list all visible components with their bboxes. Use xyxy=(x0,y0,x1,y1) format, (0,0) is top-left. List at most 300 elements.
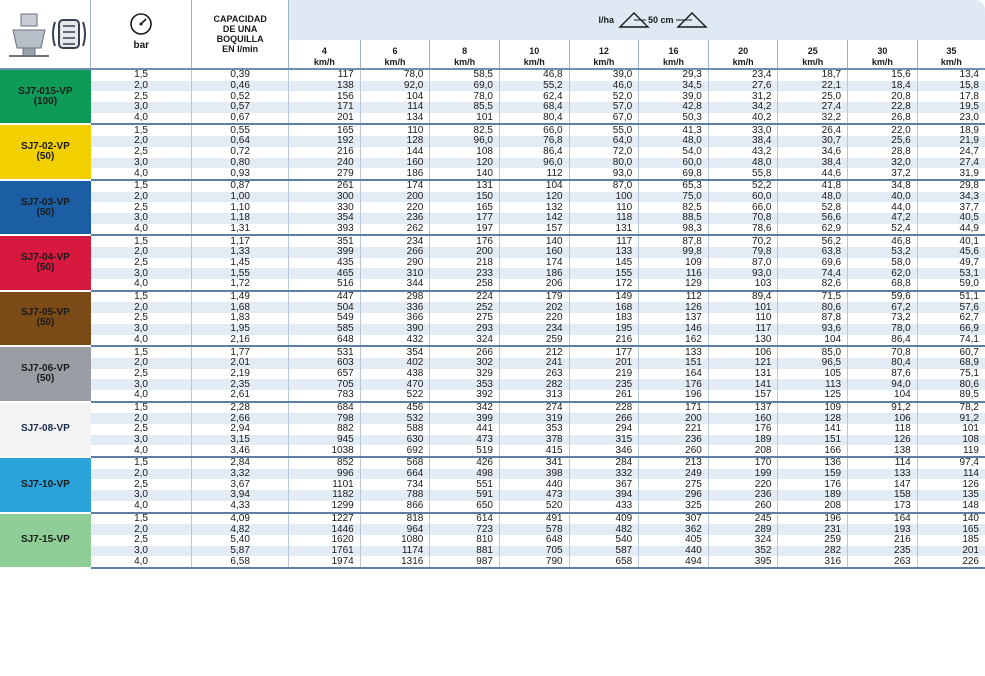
rate-cell: 196 xyxy=(639,390,709,402)
rate-cell: 220 xyxy=(708,479,778,490)
rate-cell: 195 xyxy=(569,324,639,335)
rate-cell: 26,8 xyxy=(848,113,918,125)
rate-cell: 70,8 xyxy=(708,213,778,224)
rate-cell: 197 xyxy=(430,224,500,236)
rate-cell: 216 xyxy=(848,535,918,546)
rate-cell: 15,8 xyxy=(917,81,985,92)
table-row xyxy=(0,369,985,380)
rate-cell: 224 xyxy=(430,291,500,303)
speed-header-4 xyxy=(289,40,361,69)
rate-cell: 92,0 xyxy=(360,81,430,92)
capacity-header xyxy=(192,0,289,69)
rate-cell: 551 xyxy=(430,479,500,490)
rate-cell: 1446 xyxy=(289,524,361,535)
rate-cell: 133 xyxy=(848,469,918,480)
table-row xyxy=(0,247,985,258)
rate-cell: 522 xyxy=(360,390,430,402)
rate-cell: 49,7 xyxy=(917,258,985,269)
rate-cell: 236 xyxy=(360,213,430,224)
table-row xyxy=(0,224,985,236)
capacity-cell: 1,77 xyxy=(192,346,289,358)
speed-value: 6 xyxy=(392,46,398,56)
rate-cell: 258 xyxy=(430,279,500,291)
rate-cell: 393 xyxy=(289,224,361,236)
rate-cell: 93,0 xyxy=(708,268,778,279)
rate-cell: 324 xyxy=(430,335,500,347)
rate-cell: 160 xyxy=(360,158,430,169)
pressure-header xyxy=(91,0,192,69)
pressure-cell: 4,0 xyxy=(91,445,192,457)
rate-cell: 128 xyxy=(360,136,430,147)
rate-cell: 470 xyxy=(360,379,430,390)
pressure-cell: 2,0 xyxy=(91,302,192,313)
rate-cell: 66,0 xyxy=(499,124,569,136)
rate-cell: 45,6 xyxy=(917,247,985,258)
rate-cell: 390 xyxy=(360,324,430,335)
rate-cell: 94,0 xyxy=(848,379,918,390)
table-row xyxy=(0,556,985,568)
rate-cell: 438 xyxy=(360,369,430,380)
rate-cell: 103 xyxy=(708,279,778,291)
rate-cell: 55,2 xyxy=(499,81,569,92)
table-row xyxy=(0,413,985,424)
speed-unit: km/h xyxy=(871,57,893,67)
rate-cell: 266 xyxy=(569,413,639,424)
rate-cell: 114 xyxy=(917,469,985,480)
speed-unit: km/h xyxy=(593,57,615,67)
rate-cell: 80,6 xyxy=(917,379,985,390)
rate-cell: 78,6 xyxy=(708,224,778,236)
rate-cell: 82,5 xyxy=(639,202,709,213)
rate-cell: 74,1 xyxy=(917,335,985,347)
rate-cell: 67,2 xyxy=(848,302,918,313)
table-row xyxy=(0,313,985,324)
rate-cell: 52,0 xyxy=(569,91,639,102)
rate-cell: 53,1 xyxy=(917,268,985,279)
pressure-cell: 2,5 xyxy=(134,146,148,158)
rate-cell: 705 xyxy=(289,379,361,390)
rate-cell: 148 xyxy=(917,501,985,513)
rate-cell: 162 xyxy=(639,335,709,347)
rate-cell: 40,2 xyxy=(708,113,778,125)
rate-cell: 165 xyxy=(430,202,500,213)
rate-cell: 473 xyxy=(430,435,500,446)
rate-cell: 62,7 xyxy=(917,313,985,324)
rate-cell: 151 xyxy=(778,435,848,446)
pressure-cell: 1,5 xyxy=(134,346,148,358)
speed-unit: km/h xyxy=(523,57,545,67)
rate-cell: 220 xyxy=(360,202,430,213)
rate-cell: 116 xyxy=(639,268,709,279)
rate-cell: 50,3 xyxy=(639,113,709,125)
pressure-cell: 2,0 xyxy=(91,247,192,258)
rate-cell: 74,4 xyxy=(778,268,848,279)
rate-cell: 587 xyxy=(569,546,639,557)
rate-cell: 31,9 xyxy=(917,168,985,180)
rate-cell: 881 xyxy=(430,546,500,557)
rate-cell: 104 xyxy=(499,180,569,192)
rate-cell: 549 xyxy=(289,313,361,324)
capacity-cell: 0,64 xyxy=(192,136,289,147)
rate-cell: 171 xyxy=(289,102,361,113)
rate-cell: 352 xyxy=(708,546,778,557)
rate-cell: 491 xyxy=(499,513,569,525)
rate-cell: 504 xyxy=(289,302,361,313)
rate-cell: 71,5 xyxy=(778,291,848,303)
rate-cell: 52,2 xyxy=(708,180,778,192)
table-row xyxy=(0,335,985,347)
capacity-label-line: CAPACIDAD xyxy=(213,14,267,24)
pressure-cell: 4,0 xyxy=(91,113,192,125)
rate-cell: 137 xyxy=(708,402,778,414)
rate-cell: 261 xyxy=(569,390,639,402)
bar-label: bar xyxy=(133,40,150,51)
rate-cell: 260 xyxy=(708,501,778,513)
rate-cell: 105 xyxy=(778,369,848,380)
pressure-cell: 3,0 xyxy=(91,324,192,335)
rate-cell: 117 xyxy=(569,235,639,247)
rate-cell: 332 xyxy=(569,469,639,480)
speed-header-20 xyxy=(708,40,778,69)
rate-cell: 378 xyxy=(499,435,569,446)
table-row xyxy=(0,490,985,501)
capacity-cell: 0,55 xyxy=(192,124,289,136)
table-row xyxy=(0,535,985,546)
rate-cell: 810 xyxy=(430,535,500,546)
rate-cell: 435 xyxy=(289,258,361,269)
rate-cell: 120 xyxy=(499,192,569,203)
rate-cell: 405 xyxy=(639,535,709,546)
capacity-cell: 0,67 xyxy=(192,113,289,125)
pressure-cell: 2,0 xyxy=(91,524,192,535)
rate-cell: 399 xyxy=(289,247,361,258)
rate-cell: 798 xyxy=(289,413,361,424)
capacity-cell: 0,93 xyxy=(192,168,289,180)
rate-cell: 176 xyxy=(778,479,848,490)
rate-cell: 648 xyxy=(289,335,361,347)
rate-cell: 226 xyxy=(917,556,985,568)
capacity-cell: 2,84 xyxy=(192,457,289,469)
rate-cell: 603 xyxy=(289,358,361,369)
rate-cell: 650 xyxy=(430,501,500,513)
rate-cell: 67,0 xyxy=(569,113,639,125)
rate-cell: 133 xyxy=(569,247,639,258)
table-row xyxy=(0,69,985,81)
rate-cell: 27,4 xyxy=(778,102,848,113)
rate-cell: 80,6 xyxy=(778,302,848,313)
nozzle-model-name: SJ7-05-VP xyxy=(20,307,70,319)
rate-cell: 201 xyxy=(289,113,361,125)
speed-unit: km/h xyxy=(732,57,754,67)
capacity-cell: 0,57 xyxy=(192,102,289,113)
rate-cell: 62,0 xyxy=(848,268,918,279)
rate-cell: 97,4 xyxy=(917,457,985,469)
rate-cell: 344 xyxy=(360,279,430,291)
rate-cell: 1182 xyxy=(289,490,361,501)
rate-cell: 41,3 xyxy=(639,124,709,136)
rate-cell: 110 xyxy=(708,313,778,324)
pressure-cell: 1,5 xyxy=(134,235,148,247)
rate-cell: 118 xyxy=(848,424,918,435)
rate-cell: 29,8 xyxy=(917,180,985,192)
rate-cell: 540 xyxy=(569,535,639,546)
speed-unit: km/h xyxy=(384,57,406,67)
nozzle-model-size: (50) xyxy=(36,151,55,163)
rate-cell: 818 xyxy=(360,513,430,525)
rate-cell: 409 xyxy=(569,513,639,525)
pressure-cell: 4,0 xyxy=(91,390,192,402)
pressure-cell: 2,5 xyxy=(134,91,148,102)
rate-cell: 783 xyxy=(289,390,361,402)
rate-cell: 99,8 xyxy=(639,247,709,258)
pressure-cell: 1,5 xyxy=(134,457,148,469)
rate-cell: 192 xyxy=(289,136,361,147)
pressure-cell: 1,5 xyxy=(134,401,148,413)
speed-value: 30 xyxy=(877,46,888,56)
rate-cell: 330 xyxy=(289,202,361,213)
rate-cell: 28,8 xyxy=(848,147,918,158)
rate-cell: 17,8 xyxy=(917,91,985,102)
rate-cell: 41,8 xyxy=(778,180,848,192)
rate-cell: 131 xyxy=(708,369,778,380)
table-row xyxy=(0,324,985,335)
rate-cell: 27,4 xyxy=(917,158,985,169)
table-body xyxy=(0,69,985,568)
rate-cell: 319 xyxy=(499,413,569,424)
rate-cell: 193 xyxy=(848,524,918,535)
rate-cell: 110 xyxy=(360,124,430,136)
rate-cell: 60,0 xyxy=(708,192,778,203)
rate-cell: 262 xyxy=(360,224,430,236)
rate-cell: 64,0 xyxy=(569,136,639,147)
rate-cell: 234 xyxy=(360,235,430,247)
rate-cell: 66,0 xyxy=(708,202,778,213)
pressure-cell: 1,5 xyxy=(134,124,148,136)
rate-cell: 172 xyxy=(569,279,639,291)
rate-cell: 235 xyxy=(569,379,639,390)
rate-cell: 362 xyxy=(639,524,709,535)
pressure-cell: 4,0 xyxy=(91,501,192,513)
nozzle-model-name: SJ7-015-VP xyxy=(18,85,73,97)
rate-cell: 55,0 xyxy=(569,124,639,136)
rate-cell: 159 xyxy=(778,469,848,480)
rate-cell: 68,8 xyxy=(848,279,918,291)
rate-cell: 189 xyxy=(778,490,848,501)
table-row xyxy=(0,279,985,291)
capacity-cell: 1,10 xyxy=(192,202,289,213)
rate-cell: 114 xyxy=(360,102,430,113)
rate-cell: 274 xyxy=(499,402,569,414)
rate-cell: 129 xyxy=(639,279,709,291)
rate-cell: 200 xyxy=(360,192,430,203)
rate-cell: 588 xyxy=(360,424,430,435)
rate-cell: 174 xyxy=(360,180,430,192)
capacity-cell: 1,33 xyxy=(192,247,289,258)
rate-cell: 130 xyxy=(708,335,778,347)
rate-cell: 30,7 xyxy=(778,136,848,147)
rate-cell: 245 xyxy=(708,513,778,525)
rate-cell: 151 xyxy=(639,358,709,369)
rate-cell: 37,2 xyxy=(848,168,918,180)
rate-cell: 294 xyxy=(569,424,639,435)
pressure-cell: 4,0 xyxy=(91,556,192,568)
capacity-cell: 1,68 xyxy=(192,302,289,313)
rate-cell: 591 xyxy=(430,490,500,501)
rate-cell: 131 xyxy=(569,224,639,236)
rate-cell: 87,0 xyxy=(569,180,639,192)
rate-cell: 126 xyxy=(917,479,985,490)
rate-cell: 315 xyxy=(569,435,639,446)
table-row xyxy=(0,402,985,414)
rate-cell: 176 xyxy=(708,424,778,435)
rate-cell: 68,9 xyxy=(917,358,985,369)
rate-cell: 531 xyxy=(289,346,361,358)
rate-cell: 1080 xyxy=(360,535,430,546)
pressure-cell: 4,0 xyxy=(91,224,192,236)
rate-cell: 734 xyxy=(360,479,430,490)
table-row xyxy=(0,524,985,535)
rate-cell: 177 xyxy=(430,213,500,224)
rate-cell: 56,6 xyxy=(778,213,848,224)
speed-value: 35 xyxy=(946,46,957,56)
rate-cell: 93,6 xyxy=(778,324,848,335)
nozzle-model-name: SJ7-10-VP xyxy=(20,478,70,490)
rate-cell: 263 xyxy=(499,369,569,380)
rate-cell: 145 xyxy=(569,258,639,269)
rate-cell: 65,3 xyxy=(639,180,709,192)
rate-cell: 614 xyxy=(430,513,500,525)
rate-cell: 22,8 xyxy=(848,102,918,113)
rate-cell: 964 xyxy=(360,524,430,535)
rate-cell: 46,8 xyxy=(499,69,569,81)
rate-cell: 91,2 xyxy=(917,413,985,424)
rate-cell: 96,0 xyxy=(499,158,569,169)
rate-header-band xyxy=(289,0,985,40)
rate-cell: 296 xyxy=(639,490,709,501)
rate-cell: 40,5 xyxy=(917,213,985,224)
pressure-cell: 2,5 xyxy=(134,313,148,324)
rate-cell: 1299 xyxy=(289,501,361,513)
rate-cell: 336 xyxy=(360,302,430,313)
rate-cell: 110 xyxy=(569,202,639,213)
rate-cell: 201 xyxy=(569,358,639,369)
table-row xyxy=(0,358,985,369)
table-row xyxy=(0,124,985,136)
rate-cell: 170 xyxy=(708,457,778,469)
table-row xyxy=(0,113,985,125)
pressure-cell: 1,5 xyxy=(134,180,148,192)
rate-cell: 87,6 xyxy=(848,369,918,380)
rate-cell: 133 xyxy=(639,346,709,358)
rate-cell: 228 xyxy=(569,402,639,414)
rate-cell: 206 xyxy=(499,279,569,291)
pressure-cell: 2,5 xyxy=(134,424,148,435)
rate-cell: 101 xyxy=(917,424,985,435)
rate-cell: 80,4 xyxy=(499,113,569,125)
rate-cell: 26,4 xyxy=(778,124,848,136)
pressure-cell: 4,0 xyxy=(91,279,192,291)
rate-cell: 259 xyxy=(499,335,569,347)
rate-cell: 208 xyxy=(778,501,848,513)
rate-cell: 516 xyxy=(289,279,361,291)
rate-cell: 126 xyxy=(848,435,918,446)
rate-cell: 70,8 xyxy=(848,346,918,358)
rate-cell: 189 xyxy=(708,435,778,446)
rate-cell: 578 xyxy=(499,524,569,535)
table-row xyxy=(0,168,985,180)
capacity-cell: 2,61 xyxy=(192,390,289,402)
rate-cell: 15,6 xyxy=(848,69,918,81)
rate-cell: 78,2 xyxy=(917,402,985,414)
rate-cell: 415 xyxy=(499,445,569,457)
rate-cell: 398 xyxy=(499,469,569,480)
nozzle-model-name: SJ7-06-VP xyxy=(20,362,70,374)
rate-cell: 945 xyxy=(289,435,361,446)
rate-cell: 25,6 xyxy=(848,136,918,147)
capacity-cell: 1,72 xyxy=(192,279,289,291)
rate-cell: 1227 xyxy=(289,513,361,525)
capacity-cell: 1,00 xyxy=(192,192,289,203)
rate-cell: 101 xyxy=(708,302,778,313)
rate-cell: 140 xyxy=(430,168,500,180)
nozzle-model-name: SJ7-04-VP xyxy=(20,252,70,264)
rate-cell: 260 xyxy=(639,445,709,457)
rate-cell: 40,0 xyxy=(848,192,918,203)
rate-cell: 282 xyxy=(778,546,848,557)
rate-cell: 208 xyxy=(708,445,778,457)
rate-cell: 88,5 xyxy=(639,213,709,224)
rate-cell: 39,0 xyxy=(569,69,639,81)
rate-cell: 157 xyxy=(708,390,778,402)
rate-cell: 199 xyxy=(708,469,778,480)
rate-cell: 657 xyxy=(289,369,361,380)
rate-cell: 117 xyxy=(708,324,778,335)
table-row xyxy=(0,424,985,435)
rate-cell: 86,4 xyxy=(499,147,569,158)
rate-label: l/ha xyxy=(598,15,615,25)
rate-cell: 456 xyxy=(360,402,430,414)
speed-header-6 xyxy=(360,40,430,69)
rate-cell: 48,0 xyxy=(708,158,778,169)
rate-cell: 341 xyxy=(499,457,569,469)
rate-cell: 233 xyxy=(430,268,500,279)
rate-cell: 150 xyxy=(430,192,500,203)
rate-cell: 293 xyxy=(430,324,500,335)
rate-cell: 131 xyxy=(430,180,500,192)
rate-cell: 432 xyxy=(360,335,430,347)
rate-cell: 69,0 xyxy=(430,81,500,92)
rate-cell: 179 xyxy=(499,291,569,303)
rate-cell: 351 xyxy=(289,235,361,247)
table-row xyxy=(0,102,985,113)
rate-cell: 263 xyxy=(848,556,918,568)
rate-cell: 249 xyxy=(639,469,709,480)
rate-cell: 59,0 xyxy=(917,279,985,291)
rate-cell: 58,5 xyxy=(430,69,500,81)
table-row xyxy=(0,91,985,102)
rate-cell: 48,0 xyxy=(778,192,848,203)
rate-cell: 22,1 xyxy=(778,81,848,92)
rate-cell: 114 xyxy=(848,457,918,469)
rate-cell: 13,4 xyxy=(917,69,985,81)
capacity-cell: 3,94 xyxy=(192,490,289,501)
capacity-cell: 0,72 xyxy=(192,147,289,158)
rate-cell: 47,2 xyxy=(848,213,918,224)
nozzle-model-cell xyxy=(0,235,91,290)
rate-cell: 684 xyxy=(289,402,361,414)
speed-header-8 xyxy=(430,40,500,69)
rate-cell: 692 xyxy=(360,445,430,457)
